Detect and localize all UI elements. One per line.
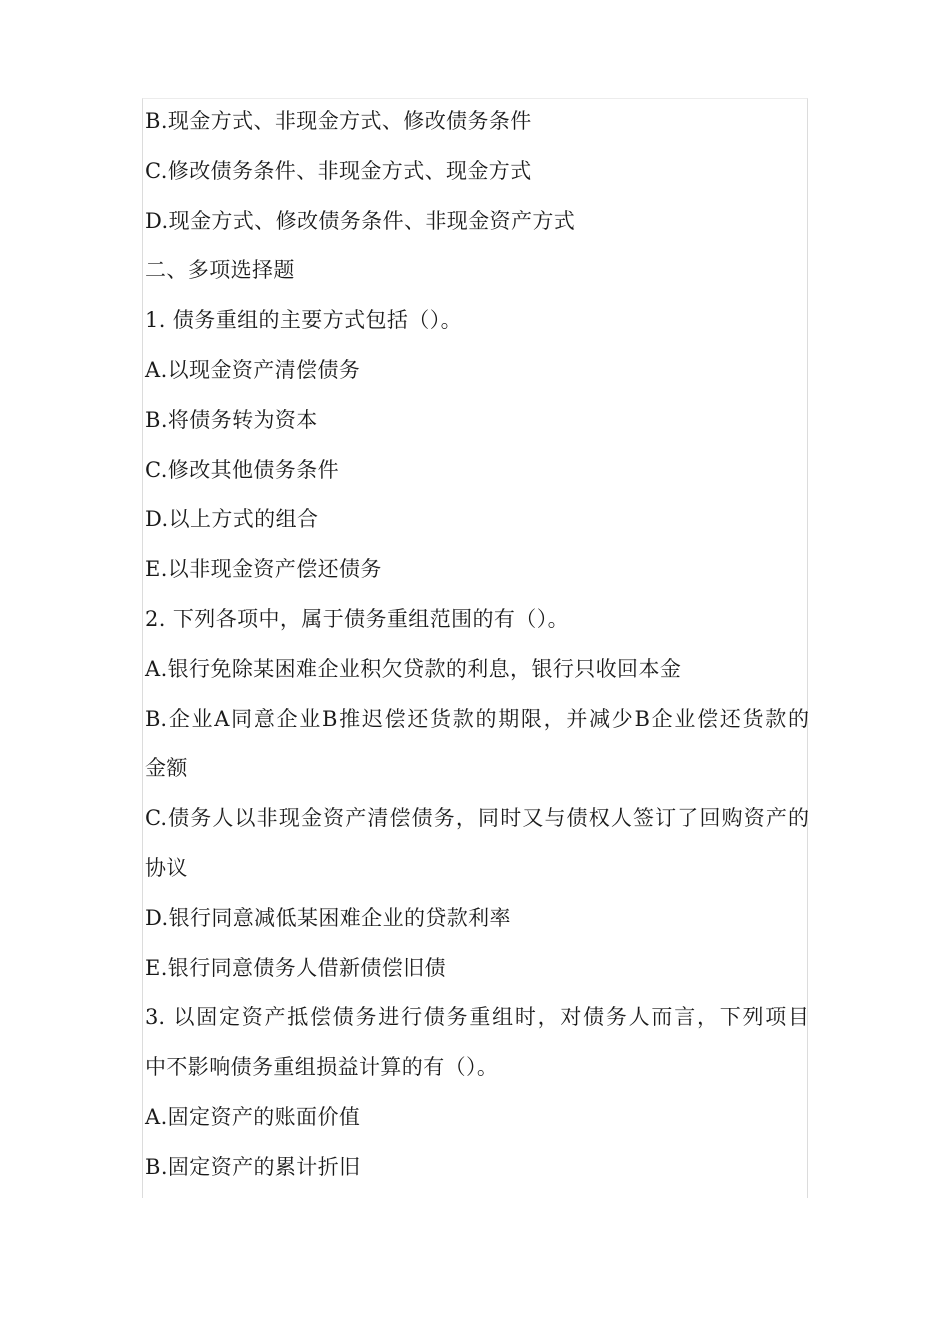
question-1: 1. 债务重组的主要方式包括（）。 [145,308,463,333]
q1-option-e: E.以非现金资产偿还债务 [145,557,382,582]
question-3-continued: 中不影响债务重组损益计算的有（）。 [145,1055,499,1080]
q2-option-d: D.银行同意减低某困难企业的贷款利率 [145,905,511,930]
q2-option-a: A.银行免除某困难企业积欠贷款的利息，银行只收回本金 [145,656,682,681]
q1-option-b: B.将债务转为资本 [145,407,318,432]
section-heading: 二、多项选择题 [145,258,295,283]
document-body [145,97,809,1193]
q3-option-b: B.固定资产的累计折旧 [145,1154,361,1179]
q3-option-a: A.固定资产的账面价值 [145,1104,361,1129]
option-b: B.现金方式、非现金方式、修改债务条件 [145,109,532,133]
q2-option-c: C.债务人以非现金资产清偿债务，同时又与债权人签订了回购资产的 [145,806,809,831]
option-c: C.修改债务条件、非现金方式、现金方式 [145,158,532,183]
question-3: 3. 以固定资产抵偿债务进行债务重组时，对债务人而言，下列项目 [145,1005,809,1030]
question-2: 2. 下列各项中，属于债务重组范围的有（）。 [145,606,570,631]
q2-option-b: B.企业A同意企业B推迟偿还货款的期限，并减少B企业偿还货款的 [145,706,809,731]
q1-option-a: A.以现金资产清偿债务 [145,357,361,382]
option-d: D.现金方式、修改债务条件、非现金资产方式 [145,208,576,233]
q2-option-b-continued: 金额 [145,756,188,781]
q2-option-e: E.银行同意债务人借新债偿旧债 [145,955,447,980]
q1-option-c: C.修改其他债务条件 [145,457,339,482]
q2-option-c-continued: 协议 [145,855,188,880]
q1-option-d: D.以上方式的组合 [145,507,319,532]
